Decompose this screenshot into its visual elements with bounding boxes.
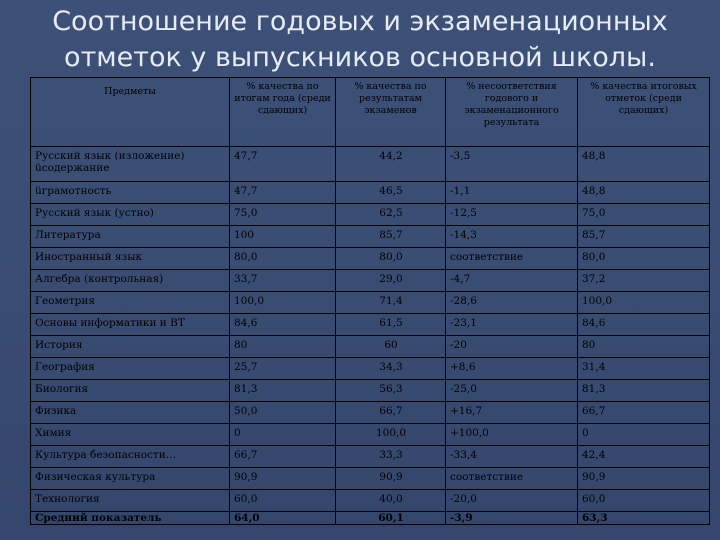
- exam-cell: 29,0: [335, 270, 445, 292]
- annual-cell: 47,7: [229, 182, 335, 204]
- table-row: [31, 445, 709, 468]
- subject-cell: Основы информатики и ВТ: [35, 317, 185, 329]
- exam-cell: 60,1: [335, 512, 445, 525]
- final-cell: 31,4: [577, 358, 709, 380]
- annual-cell: 90,9: [229, 468, 335, 490]
- mismatch-cell: +100,0: [445, 424, 577, 446]
- subject-cell: Технология: [35, 493, 100, 505]
- exam-cell: 33,3: [335, 446, 445, 468]
- subject-cell: Культура безопасности…: [35, 449, 177, 461]
- table-row: [31, 291, 709, 314]
- table-row: [31, 146, 709, 182]
- annual-cell: 0: [229, 424, 335, 446]
- mismatch-cell: -20,0: [445, 490, 577, 512]
- annual-cell: 80,0: [229, 248, 335, 270]
- title-line-1: Соотношение годовых и экзаменационных: [52, 6, 668, 37]
- table-row: [31, 379, 709, 402]
- exam-cell: 40,0: [335, 490, 445, 512]
- header-annual-quality: % качества по итогам года (среди сдающих): [229, 78, 335, 146]
- subject-cell: [31, 147, 229, 182]
- subject-cell: Физическая культура: [35, 471, 156, 483]
- final-cell: 0: [577, 424, 709, 446]
- table-header-row: [31, 78, 709, 146]
- subject-cell: Алгебра (контрольная): [35, 273, 164, 285]
- header-exam-quality: % качества по результатам экзаменов: [335, 78, 445, 146]
- mismatch-cell: +8,6: [445, 358, 577, 380]
- exam-cell: 60: [335, 336, 445, 358]
- mismatch-cell: соответствие: [445, 248, 577, 270]
- final-cell: 48,8: [577, 147, 709, 182]
- subject-cell: Геометрия: [35, 295, 96, 307]
- mismatch-cell: -3,5: [445, 147, 577, 182]
- slide-title: [0, 4, 720, 76]
- table-row: [31, 401, 709, 424]
- mismatch-cell: -23,1: [445, 314, 577, 336]
- annual-cell: 47,7: [229, 147, 335, 182]
- title-line-2: отметок у выпускников основной школы.: [64, 42, 656, 73]
- table-row: [31, 225, 709, 248]
- final-cell: 84,6: [577, 314, 709, 336]
- table-row: [31, 181, 709, 204]
- subject-cell: Биология: [35, 383, 89, 395]
- subject-cell: Иностранный язык: [35, 251, 143, 263]
- subject-name: Русский язык (изложение): [35, 150, 185, 162]
- table-row: [31, 313, 709, 336]
- exam-cell: 100,0: [335, 424, 445, 446]
- table-row: [31, 335, 709, 358]
- mismatch-cell: соответствие: [445, 468, 577, 490]
- annual-cell: 80: [229, 336, 335, 358]
- exam-cell: 44,2: [335, 147, 445, 182]
- subject-cell: География: [35, 361, 95, 373]
- exam-cell: 66,7: [335, 402, 445, 424]
- table-row: [31, 489, 709, 512]
- table-row: [31, 357, 709, 380]
- final-cell: 63,3: [577, 512, 709, 525]
- final-cell: 37,2: [577, 270, 709, 292]
- table-row: [31, 203, 709, 226]
- mismatch-cell: -20: [445, 336, 577, 358]
- exam-cell: 90,9: [335, 468, 445, 490]
- subject-subitem: üсодержание: [35, 162, 110, 174]
- table-row: [31, 269, 709, 292]
- mismatch-cell: +16,7: [445, 402, 577, 424]
- annual-cell: 100: [229, 226, 335, 248]
- annual-cell: 33,7: [229, 270, 335, 292]
- exam-cell: 80,0: [335, 248, 445, 270]
- final-cell: 48,8: [577, 182, 709, 204]
- annual-cell: 50,0: [229, 402, 335, 424]
- subject-cell: Физика: [35, 405, 77, 417]
- subject-cell: Средний показатель: [35, 512, 162, 524]
- header-subjects: Предметы: [104, 86, 156, 97]
- annual-cell: 100,0: [229, 292, 335, 314]
- summary-row: [31, 511, 709, 525]
- final-cell: 81,3: [577, 380, 709, 402]
- exam-cell: 62,5: [335, 204, 445, 226]
- annual-cell: 75,0: [229, 204, 335, 226]
- exam-cell: 46,5: [335, 182, 445, 204]
- mismatch-cell: -28,6: [445, 292, 577, 314]
- final-cell: 100,0: [577, 292, 709, 314]
- annual-cell: 66,7: [229, 446, 335, 468]
- subject-cell: Русский язык (устно): [35, 207, 154, 219]
- header-mismatch: % несоответствия годового и экзаменационного результата: [445, 78, 577, 146]
- final-cell: 42,4: [577, 446, 709, 468]
- exam-cell: 85,7: [335, 226, 445, 248]
- final-cell: 75,0: [577, 204, 709, 226]
- annual-cell: 84,6: [229, 314, 335, 336]
- mismatch-cell: -33,4: [445, 446, 577, 468]
- mismatch-cell: -14,3: [445, 226, 577, 248]
- mismatch-cell: -3,9: [445, 512, 577, 525]
- subject-cell: История: [35, 339, 83, 351]
- exam-cell: 71,4: [335, 292, 445, 314]
- mismatch-cell: -12,5: [445, 204, 577, 226]
- subject-cell: Химия: [35, 427, 72, 439]
- mismatch-cell: -4,7: [445, 270, 577, 292]
- table-row: [31, 247, 709, 270]
- mismatch-cell: -1,1: [445, 182, 577, 204]
- subject-cell: üграмотность: [35, 185, 112, 197]
- exam-cell: 56,3: [335, 380, 445, 402]
- final-cell: 85,7: [577, 226, 709, 248]
- subject-cell: Литература: [35, 229, 101, 241]
- final-cell: 80,0: [577, 248, 709, 270]
- annual-cell: 81,3: [229, 380, 335, 402]
- exam-cell: 34,3: [335, 358, 445, 380]
- header-final-quality: % качества итоговых отметок (среди сдающих): [577, 78, 709, 146]
- annual-cell: 60,0: [229, 490, 335, 512]
- final-cell: 90,9: [577, 468, 709, 490]
- exam-cell: 61,5: [335, 314, 445, 336]
- table-row: [31, 423, 709, 446]
- annual-cell: 64,0: [229, 512, 335, 525]
- grades-table: [30, 77, 710, 525]
- annual-cell: 25,7: [229, 358, 335, 380]
- table-row: [31, 467, 709, 490]
- mismatch-cell: -25,0: [445, 380, 577, 402]
- final-cell: 80: [577, 336, 709, 358]
- final-cell: 60,0: [577, 490, 709, 512]
- final-cell: 66,7: [577, 402, 709, 424]
